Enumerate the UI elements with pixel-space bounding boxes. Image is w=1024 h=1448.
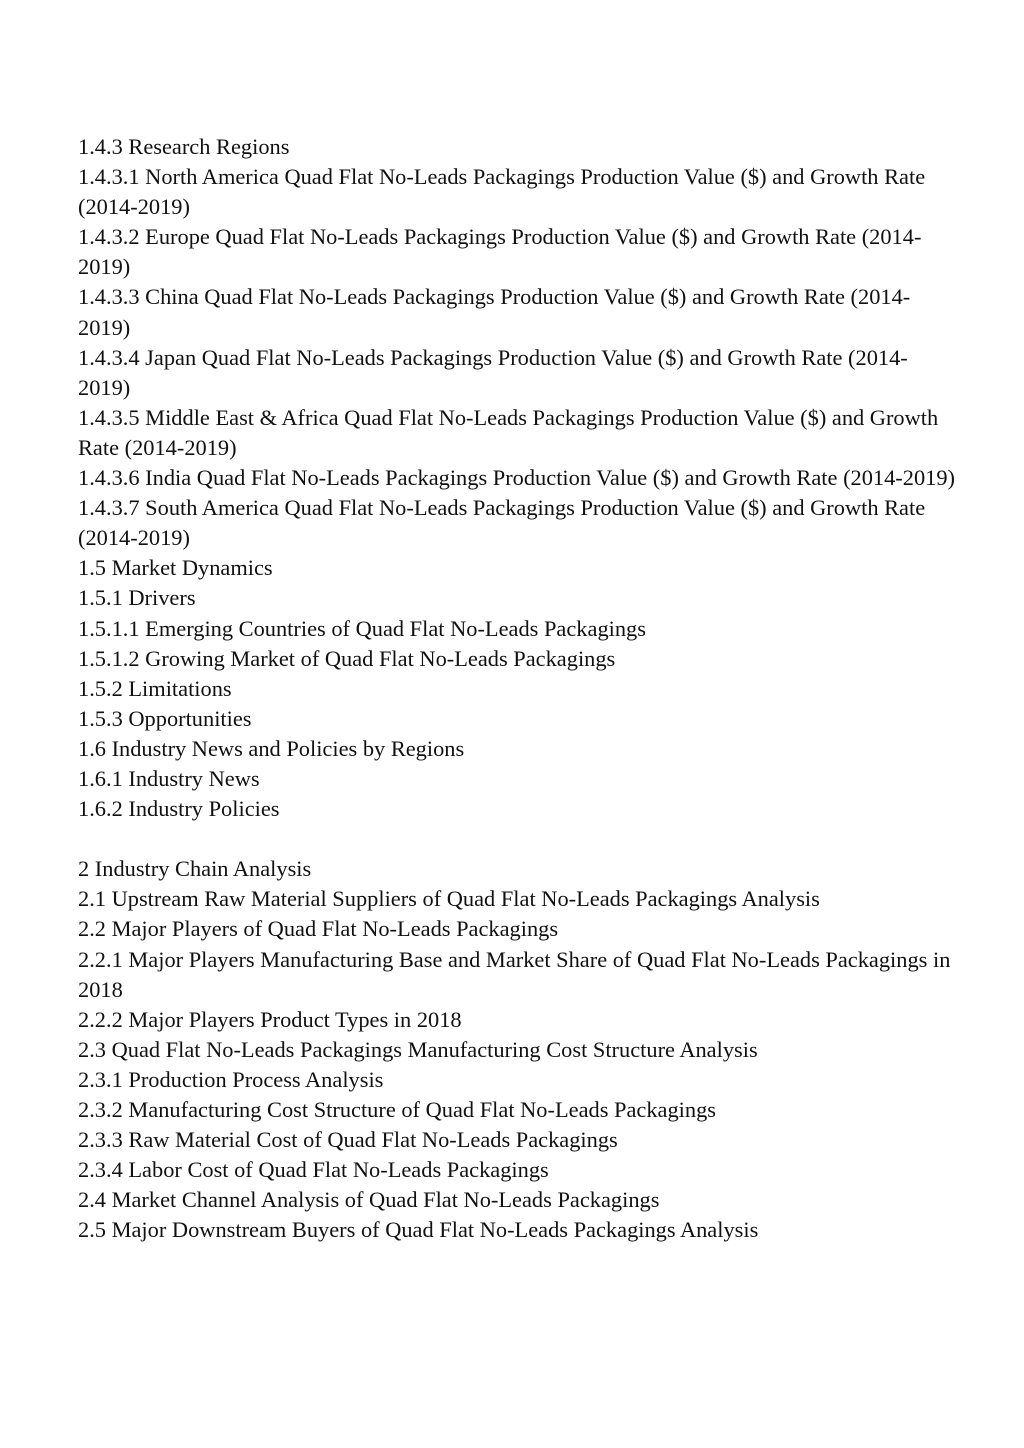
toc-entry: 2.4 Market Channel Analysis of Quad Flat No-Leads Packagings [78,1187,660,1213]
section-gap [78,824,958,854]
toc-entry: 1.4.3.3 China Quad Flat No-Leads Packagings Production Value ($) and Growth Rate (2014-2019) [78,284,911,340]
toc-entry: 1.4.3.5 Middle East & Africa Quad Flat No-Leads Packagings Production Value ($) and Growth Rate (2014-2019) [78,404,939,460]
toc-entry: 1.4.3.2 Europe Quad Flat No-Leads Packagings Production Value ($) and Growth Rate (2014-2019) [78,224,922,280]
toc-entry: 1.5.2 Limitations [78,675,232,701]
toc-entry: 1.5.3 Opportunities [78,705,252,731]
toc-entry: 2.3.1 Production Process Analysis [78,1066,384,1092]
toc-entry: 1.6 Industry News and Policies by Regions [78,735,465,761]
toc-entry: 1.6.2 Industry Policies [78,796,280,822]
toc-entry: 2.3 Quad Flat No-Leads Packagings Manufacturing Cost Structure Analysis [78,1036,758,1062]
toc-entry: 2.2.1 Major Players Manufacturing Base and Market Share of Quad Flat No-Leads Packagings in 2018 [78,946,951,1002]
toc-entry: 2.2 Major Players of Quad Flat No-Leads Packagings [78,916,559,942]
toc-entry: 1.5.1.2 Growing Market of Quad Flat No-Leads Packagings [78,645,616,671]
document-page [78,132,958,1245]
toc-entry: 1.4.3.1 North America Quad Flat No-Leads Packagings Production Value ($) and Growth Rate (2014-2019) [78,164,926,220]
toc-entry: 2.3.2 Manufacturing Cost Structure of Quad Flat No-Leads Packagings [78,1097,717,1122]
toc-entry: 1.6.1 Industry News [78,765,260,791]
toc-entry: 1.4.3.7 South America Quad Flat No-Leads Packagings Production Value ($) and Growth Rate (2014-2019) [78,495,926,551]
toc-group-1 [78,132,958,824]
toc-entry: 1.5.1 Drivers [78,585,196,611]
toc-entry: 2.3.4 Labor Cost of Quad Flat No-Leads Packagings [78,1157,549,1183]
toc-entry: 2.2.2 Major Players Product Types in 2018 [78,1006,462,1032]
toc-entry: 2.1 Upstream Raw Material Suppliers of Quad Flat No-Leads Packagings Analysis [78,886,820,912]
toc-entry: 1.5 Market Dynamics [78,555,273,581]
toc-entry: 1.4.3.6 India Quad Flat No-Leads Packagings Production Value ($) and Growth Rate (2014-2019) [78,465,955,491]
toc-entry: 2 Industry Chain Analysis [78,856,312,882]
toc-entry: 1.5.1.1 Emerging Countries of Quad Flat No-Leads Packagings [78,615,646,641]
toc-entry: 2.3.3 Raw Material Cost of Quad Flat No-Leads Packagings [78,1127,618,1153]
toc-entry: 1.4.3.4 Japan Quad Flat No-Leads Packagings Production Value ($) and Growth Rate (2014-2019) [78,344,908,400]
toc-group-2 [78,854,958,1245]
toc-entry: 2.5 Major Downstream Buyers of Quad Flat No-Leads Packagings Analysis [78,1217,759,1243]
toc-entry: 1.4.3 Research Regions [78,134,290,159]
